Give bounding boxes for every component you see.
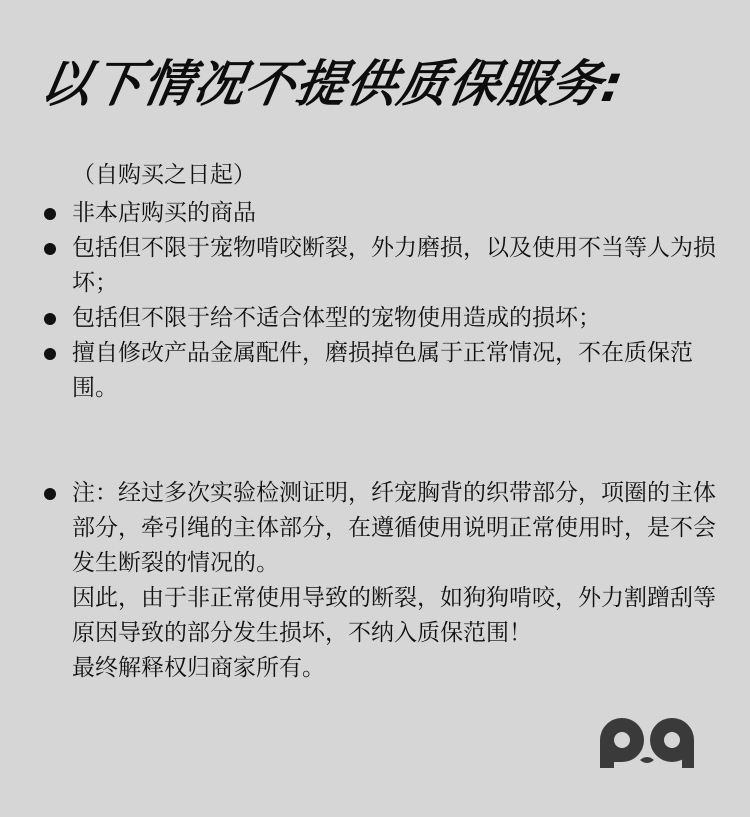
- bullet-icon: [44, 313, 56, 325]
- bullet-icon: [44, 208, 56, 220]
- note-text: 因此，由于非正常使用导致的断裂，如狗狗啃咬，外力割蹭刮等原因导致的部分发生损坏，不纳入质保范围！: [72, 585, 716, 646]
- page-title: 以下情况不提供质保服务:: [36, 55, 629, 113]
- subtitle: （自购买之日起）: [72, 162, 256, 188]
- bullet-icon: [44, 348, 56, 360]
- note-text: 最终解释权归商家所有。: [72, 655, 325, 681]
- bullet-icon: [44, 243, 56, 255]
- list-item-text: 擅自修改产品金属配件，磨损掉色属于正常情况，不在质保范围。: [72, 340, 693, 401]
- note-item: [40, 476, 720, 686]
- list-item-text: 非本店购买的商品: [72, 200, 256, 226]
- list-item: [40, 231, 720, 301]
- warranty-exclusion-list: [40, 196, 720, 686]
- bullet-icon: [44, 488, 56, 500]
- note-text: 注：经过多次实验检测证明，纤宠胸背的织带部分，项圈的主体部分，牵引绳的主体部分，在遵循使用说明正常使用时，是不会发生断裂的情况的。: [72, 480, 716, 576]
- list-item: [40, 301, 720, 336]
- list-item-text: 包括但不限于给不适合体型的宠物使用造成的损坏；: [72, 305, 601, 331]
- list-item: [40, 196, 720, 231]
- list-item: [40, 336, 720, 406]
- list-item-text: 包括但不限于宠物啃咬断裂，外力磨损，以及使用不当等人为损坏；: [72, 235, 716, 296]
- pa-brand-logo-icon: [596, 714, 700, 774]
